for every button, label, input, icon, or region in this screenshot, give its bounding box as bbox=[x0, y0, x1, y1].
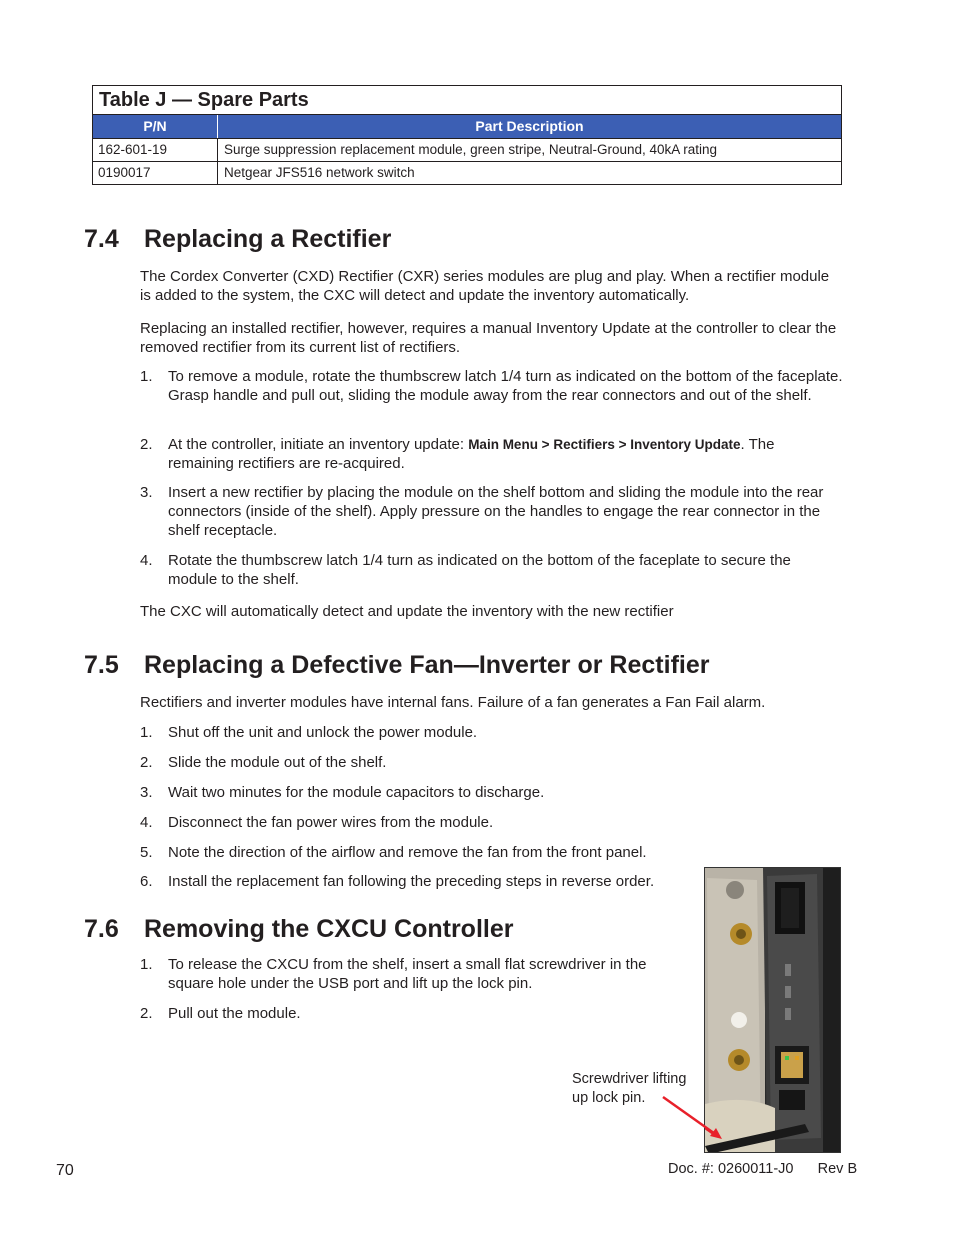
list-text: Note the direction of the airflow and remove the fan from the front panel. bbox=[168, 844, 647, 861]
table-row bbox=[93, 161, 841, 184]
list-item bbox=[140, 783, 844, 802]
list-number: 4. bbox=[140, 814, 153, 831]
list-number: 2. bbox=[140, 1005, 153, 1022]
menu-path: Main Menu > Rectifiers > Inventory Update bbox=[468, 437, 741, 452]
cell-description: Netgear JFS516 network switch bbox=[224, 165, 415, 180]
list-item bbox=[140, 483, 844, 540]
paragraph: Rectifiers and inverter modules have internal fans. Failure of a fan generates a Fan Fail alarm. bbox=[140, 694, 766, 711]
paragraph: The CXC will automatically detect and update the inventory with the new rectifier bbox=[140, 603, 674, 620]
list-item bbox=[140, 1004, 670, 1023]
list-text bbox=[168, 435, 844, 473]
list-number: 2. bbox=[140, 436, 153, 453]
list-number: 1. bbox=[140, 956, 153, 973]
section-7-4-heading bbox=[84, 225, 391, 254]
list-item bbox=[140, 551, 844, 589]
list-text: Disconnect the fan power wires from the module. bbox=[168, 814, 494, 831]
photo-caption: Screwdriver lifting up lock pin. bbox=[572, 1071, 687, 1106]
table-header-row bbox=[93, 115, 841, 138]
list-text: To release the CXCU from the shelf, insert a small flat screwdriver in the square hole under the USB port and lift up the lock pin. bbox=[168, 956, 647, 992]
cell-description: Surge suppression replacement module, green stripe, Neutral-Ground, 40kA rating bbox=[224, 142, 718, 157]
list-item bbox=[140, 367, 844, 405]
list-number: 2. bbox=[140, 754, 153, 771]
page-number: 70 bbox=[56, 1162, 74, 1179]
cell-pn: 162-601-19 bbox=[93, 139, 218, 161]
header-pn: P/N bbox=[93, 115, 218, 138]
list-text: Slide the module out of the shelf. bbox=[168, 754, 387, 771]
table-row bbox=[93, 138, 841, 161]
list-item bbox=[140, 435, 844, 473]
list-item bbox=[140, 955, 670, 993]
list-text: Pull out the module. bbox=[168, 1005, 301, 1022]
list-text: Rotate the thumbscrew latch 1/4 turn as indicated on the bottom of the faceplate to secure the module to the shelf. bbox=[168, 552, 791, 588]
list-text: Install the replacement fan following the preceding steps in reverse order. bbox=[168, 873, 655, 890]
section-number: 7.6 bbox=[84, 915, 119, 943]
list-number: 1. bbox=[140, 724, 153, 741]
section-title: Removing the CXCU Controller bbox=[144, 915, 514, 943]
list-item bbox=[140, 753, 844, 772]
list-item bbox=[140, 843, 844, 862]
section-title: Replacing a Rectifier bbox=[144, 225, 392, 253]
paragraph: The Cordex Converter (CXD) Rectifier (CXR) series modules are plug and play. When a rectifier module is added to the system, the CXC will detect and update the inventory automatically. bbox=[140, 268, 830, 304]
list-text: Insert a new rectifier by placing the module on the shelf bottom and sliding the module into the rear connectors (inside of the shelf). Apply pressure on the handles to engage the rear connector in the shelf receptacle. bbox=[168, 484, 824, 539]
list-text-pre: At the controller, initiate an inventory update: bbox=[168, 436, 469, 453]
list-text-post: . The remaining rectifiers are re-acquired. bbox=[168, 436, 775, 472]
section-7-5-heading bbox=[84, 651, 709, 680]
list-number: 4. bbox=[140, 552, 153, 569]
section-number: 7.4 bbox=[84, 225, 119, 253]
header-description: Part Description bbox=[475, 118, 584, 134]
list-number: 3. bbox=[140, 484, 153, 501]
section-title: Replacing a Defective Fan—Inverter or Rectifier bbox=[144, 651, 710, 679]
spare-parts-table bbox=[92, 85, 842, 185]
list-text: Wait two minutes for the module capacitors to discharge. bbox=[168, 784, 545, 801]
list-number: 3. bbox=[140, 784, 153, 801]
list-number: 6. bbox=[140, 873, 153, 890]
cell-pn: 0190017 bbox=[93, 162, 218, 184]
list-number: 5. bbox=[140, 844, 153, 861]
table-title: Table J — Spare Parts bbox=[93, 86, 841, 115]
paragraph: Replacing an installed rectifier, however, requires a manual Inventory Update at the controller to clear the removed rectifier from its current list of rectifiers. bbox=[140, 320, 837, 356]
section-number: 7.5 bbox=[84, 651, 119, 679]
list-text: Shut off the unit and unlock the power module. bbox=[168, 724, 478, 741]
list-item bbox=[140, 872, 690, 891]
document-number: Doc. #: 0260011-J0 Rev B bbox=[668, 1161, 858, 1177]
list-item bbox=[140, 813, 844, 832]
list-number: 1. bbox=[140, 368, 153, 385]
list-text: To remove a module, rotate the thumbscrew latch 1/4 turn as indicated on the bottom of the faceplate. Grasp handle and pull out, sliding the module away from the rear connectors and out of the shelf. bbox=[168, 368, 843, 404]
section-7-6-heading bbox=[84, 915, 513, 944]
list-item bbox=[140, 723, 844, 742]
